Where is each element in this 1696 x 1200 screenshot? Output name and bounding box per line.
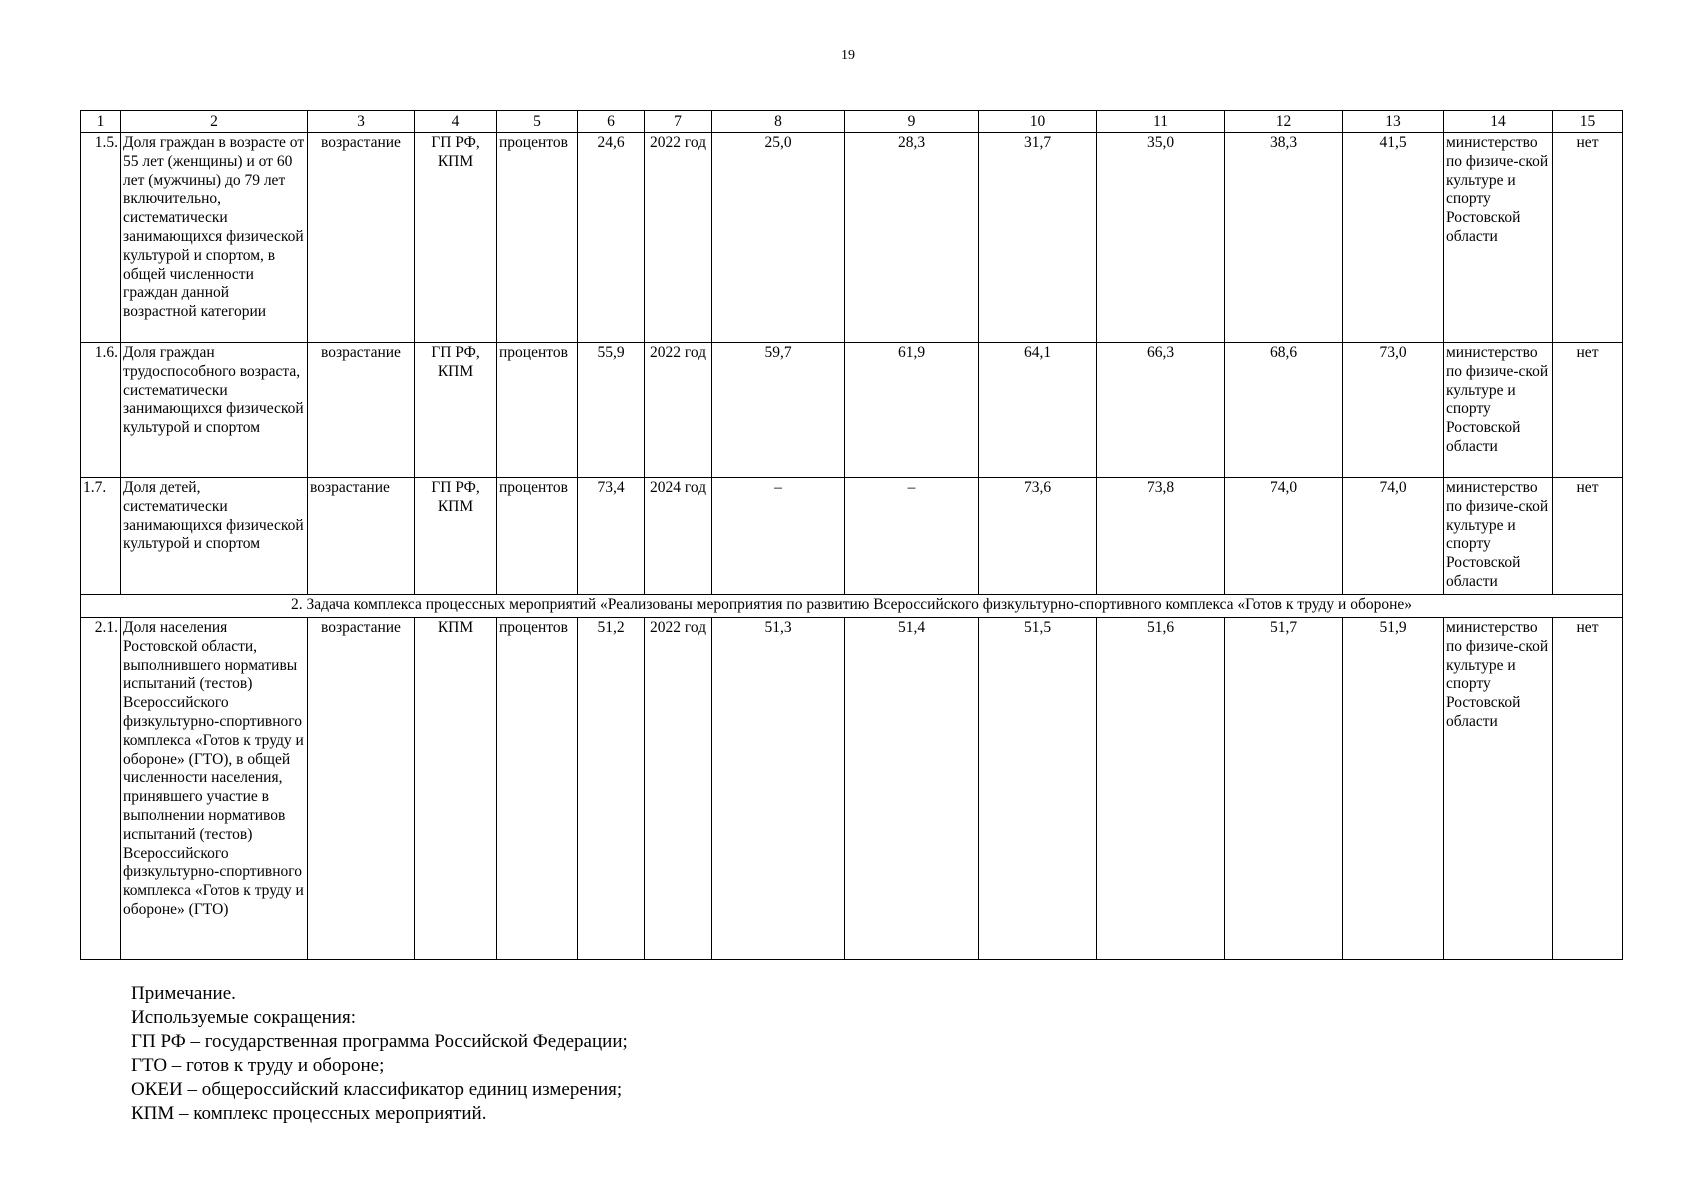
- value-cell: 73,6: [979, 478, 1097, 595]
- row-number: 2.1.: [81, 618, 121, 960]
- indicator-direction: возрастание: [308, 618, 415, 960]
- indicators-table: [80, 110, 1623, 960]
- indicator-direction: возрастание: [308, 133, 415, 343]
- column-number: 7: [645, 111, 712, 133]
- base-year: 2022 год: [645, 133, 712, 343]
- info-system: нет: [1553, 133, 1623, 343]
- value-cell: 38,3: [1225, 133, 1343, 343]
- table-row: [81, 343, 1623, 478]
- indicator-direction: возрастание: [308, 478, 415, 595]
- section-title: 2. Задача комплекса процессных мероприятий «Реализованы мероприятия по развитию Всероссийского физкультурно-спортивного комплекса «Готов к труду и обороне»: [81, 595, 1623, 618]
- column-number: 13: [1343, 111, 1444, 133]
- value-cell: 64,1: [979, 343, 1097, 478]
- value-cell: 25,0: [712, 133, 845, 343]
- note-title: Примечание.: [131, 983, 236, 1004]
- abbreviations-note: [131, 982, 628, 1126]
- responsible-body: министерство по физиче-ской культуре и спорту Ростовской области: [1444, 618, 1553, 960]
- column-number: 14: [1444, 111, 1553, 133]
- note-item: ОКЕИ – общероссийский классификатор единиц измерения;: [131, 1079, 623, 1100]
- column-number: 3: [308, 111, 415, 133]
- responsible-body: министерство по физиче-ской культуре и спорту Ростовской области: [1444, 133, 1553, 343]
- indicator-name: Доля граждан в возрасте от 55 лет (женщины) и от 60 лет (мужчины) до 79 лет включительно, систематически занимающихся физической культурой и спортом, в общей численности граждан данной возрастной категории: [121, 133, 308, 343]
- column-number: 4: [415, 111, 497, 133]
- base-value: 51,2: [578, 618, 645, 960]
- indicator-level: ГП РФ, КПМ: [415, 478, 497, 595]
- base-value: 73,4: [578, 478, 645, 595]
- base-value: 55,9: [578, 343, 645, 478]
- value-cell: 51,9: [1343, 618, 1444, 960]
- indicator-level: КПМ: [415, 618, 497, 960]
- base-year: 2022 год: [645, 343, 712, 478]
- responsible-body: министерство по физиче-ской культуре и спорту Ростовской области: [1444, 343, 1553, 478]
- value-cell: 51,4: [845, 618, 979, 960]
- column-number: 1: [81, 111, 121, 133]
- row-number: 1.5.: [81, 133, 121, 343]
- value-cell: 28,3: [845, 133, 979, 343]
- indicator-direction: возрастание: [308, 343, 415, 478]
- note-item: ГТО – готов к труду и обороне;: [131, 1055, 385, 1076]
- column-number: 15: [1553, 111, 1623, 133]
- note-item: КПМ – комплекс процессных мероприятий.: [131, 1103, 487, 1124]
- note-item: ГП РФ – государственная программа Российской Федерации;: [131, 1031, 628, 1052]
- base-year: 2022 год: [645, 618, 712, 960]
- value-cell: 74,0: [1343, 478, 1444, 595]
- indicator-unit: процентов: [497, 478, 578, 595]
- value-cell: 31,7: [979, 133, 1097, 343]
- value-cell: 41,5: [1343, 133, 1444, 343]
- indicator-unit: процентов: [497, 618, 578, 960]
- value-cell: 74,0: [1225, 478, 1343, 595]
- base-value: 24,6: [578, 133, 645, 343]
- indicator-unit: процентов: [497, 133, 578, 343]
- row-number: 1.7.: [81, 478, 121, 595]
- value-cell: 51,6: [1097, 618, 1225, 960]
- info-system: нет: [1553, 343, 1623, 478]
- value-cell: 35,0: [1097, 133, 1225, 343]
- base-year: 2024 год: [645, 478, 712, 595]
- table-row: [81, 478, 1623, 595]
- value-cell: 51,3: [712, 618, 845, 960]
- value-cell: 51,7: [1225, 618, 1343, 960]
- indicator-unit: процентов: [497, 343, 578, 478]
- indicator-name: Доля детей, систематически занимающихся физической культурой и спортом: [121, 478, 308, 595]
- column-number: 2: [121, 111, 308, 133]
- section-row: [81, 595, 1623, 618]
- info-system: нет: [1553, 618, 1623, 960]
- page-number: 19: [841, 48, 855, 63]
- info-system: нет: [1553, 478, 1623, 595]
- table-row: [81, 133, 1623, 343]
- indicator-level: ГП РФ, КПМ: [415, 133, 497, 343]
- value-cell: 73,8: [1097, 478, 1225, 595]
- column-number: 10: [979, 111, 1097, 133]
- responsible-body: министерство по физиче-ской культуре и спорту Ростовской области: [1444, 478, 1553, 595]
- column-number-row: [81, 111, 1623, 133]
- column-number: 5: [497, 111, 578, 133]
- column-number: 11: [1097, 111, 1225, 133]
- row-number: 1.6.: [81, 343, 121, 478]
- value-cell: –: [845, 478, 979, 595]
- value-cell: 73,0: [1343, 343, 1444, 478]
- value-cell: 68,6: [1225, 343, 1343, 478]
- note-subtitle: Используемые сокращения:: [131, 1007, 356, 1028]
- value-cell: 51,5: [979, 618, 1097, 960]
- column-number: 12: [1225, 111, 1343, 133]
- value-cell: –: [712, 478, 845, 595]
- table-row: [81, 618, 1623, 960]
- value-cell: 66,3: [1097, 343, 1225, 478]
- value-cell: 59,7: [712, 343, 845, 478]
- column-number: 6: [578, 111, 645, 133]
- indicator-name: Доля граждан трудоспособного возраста, систематически занимающихся физической культурой и спортом: [121, 343, 308, 478]
- column-number: 8: [712, 111, 845, 133]
- indicator-name: Доля населения Ростовской области, выполнившего нормативы испытаний (тестов) Всероссийского физкультурно-спортивного комплекса «Готов к труду и обороне» (ГТО), в общей численности населения, принявшего участие в выполнении нормативов испытаний (тестов) Всероссийского физкультурно-спортивного комплекса «Готов к труду и обороне» (ГТО): [121, 618, 308, 960]
- indicator-level: ГП РФ, КПМ: [415, 343, 497, 478]
- value-cell: 61,9: [845, 343, 979, 478]
- column-number: 9: [845, 111, 979, 133]
